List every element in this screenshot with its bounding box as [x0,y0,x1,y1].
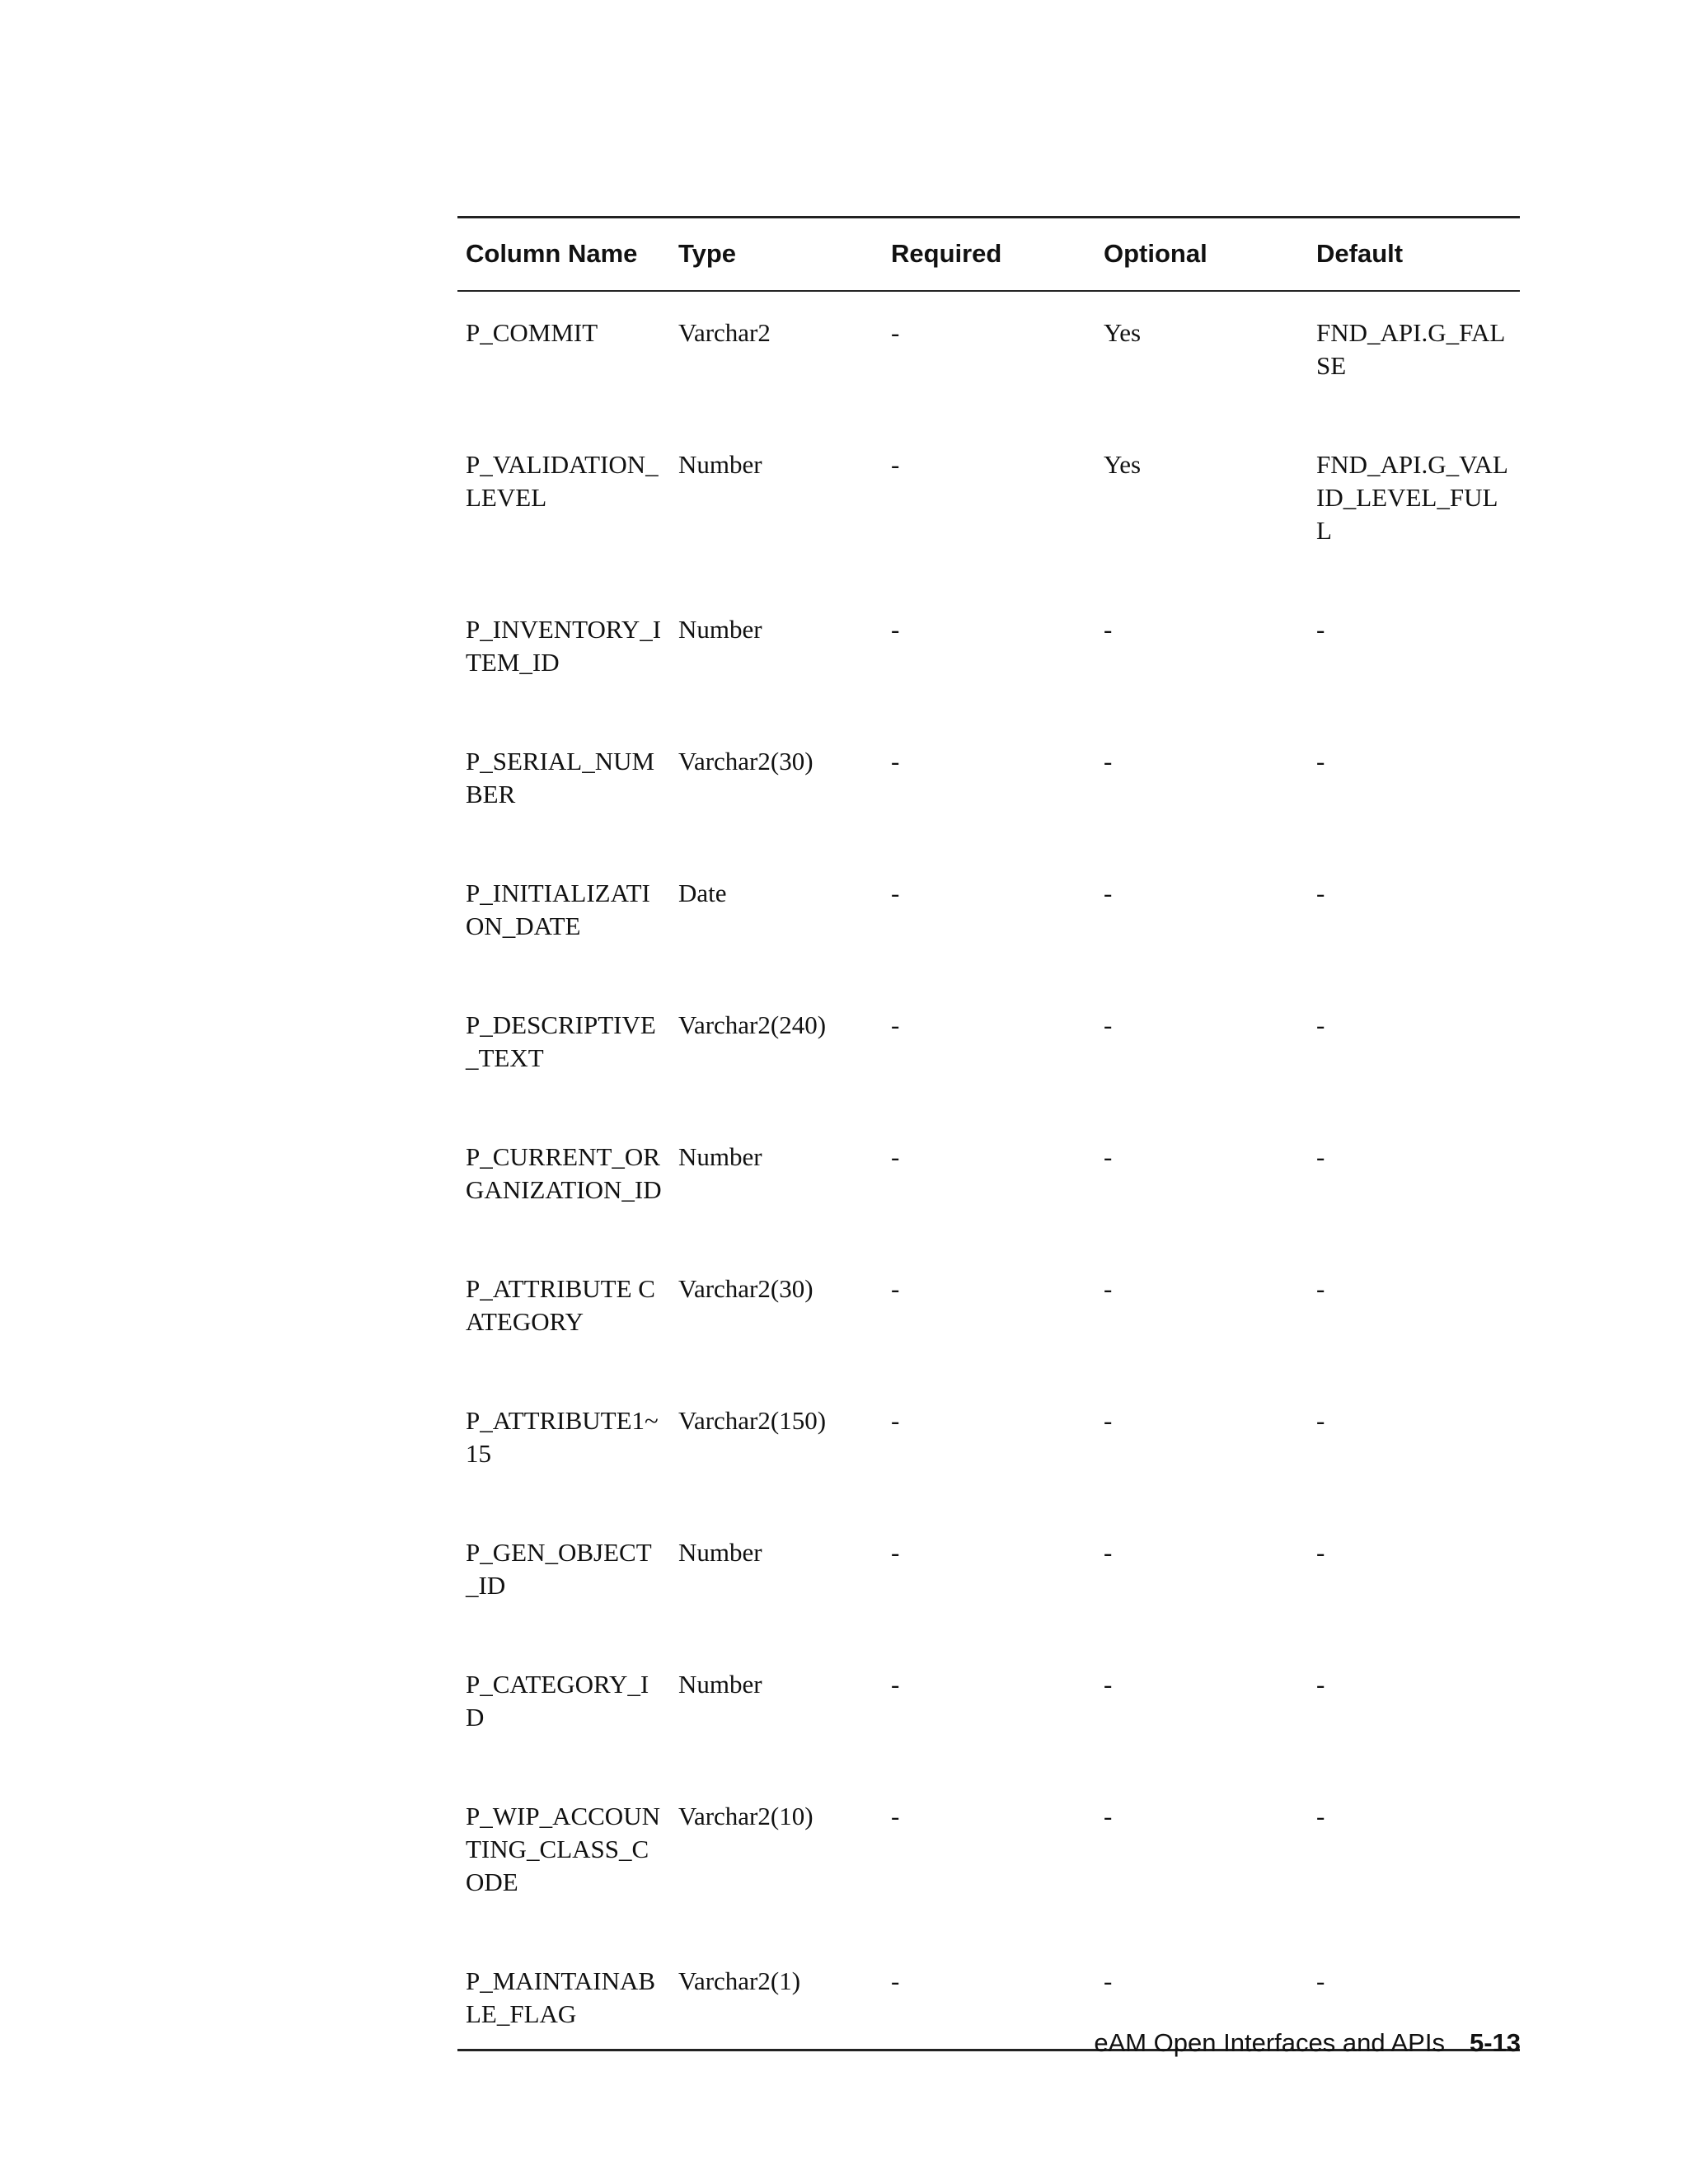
cell-default: - [1316,1537,1325,1567]
cell-required: - [891,614,900,644]
cell-column-name: P_MAINTAINABLE_FLAG [466,1966,656,2028]
table-row [457,722,1520,854]
cell-default: - [1316,614,1325,644]
cell-optional: - [1104,1801,1113,1830]
parameter-table-container [457,216,1520,2051]
header-type: Type [678,239,737,269]
cell-column-name: P_CATEGORY_ID [466,1669,649,1732]
cell-column-name: P_VALIDATION_LEVEL [466,449,659,512]
cell-default: - [1316,1273,1325,1303]
cell-required: - [891,1010,900,1039]
cell-default: - [1316,1010,1325,1039]
cell-column-name: P_DESCRIPTIVE_TEXT [466,1010,656,1072]
cell-type: Number [678,449,762,479]
cell-column-name: P_INITIALIZATION_DATE [466,878,650,940]
cell-column-name: P_ATTRIBUTE1~15 [466,1405,659,1468]
cell-optional: - [1104,1273,1113,1303]
header-required: Required [891,239,1002,269]
table-row [457,854,1520,986]
cell-required: - [891,1669,900,1699]
cell-type: Varchar2(1) [678,1966,801,1995]
cell-default: - [1316,1966,1325,1995]
header-default: Default [1316,239,1404,269]
cell-optional: Yes [1104,449,1142,479]
table-body [457,291,1520,2050]
cell-default: - [1316,1141,1325,1171]
cell-type: Date [678,878,727,907]
cell-optional: - [1104,746,1113,776]
cell-required: - [891,878,900,907]
header-optional: Optional [1104,239,1207,269]
page-footer [1094,2028,1521,2058]
table-row [457,1777,1520,1942]
table-row [457,1118,1520,1249]
cell-type: Varchar2 [678,317,771,347]
cell-default: - [1316,1669,1325,1699]
cell-required: - [891,1273,900,1303]
cell-required: - [891,1141,900,1171]
cell-optional: - [1104,1010,1113,1039]
cell-type: Number [678,1537,762,1567]
cell-type: Number [678,1669,762,1699]
cell-optional: - [1104,1537,1113,1567]
cell-required: - [891,1966,900,1995]
cell-default: - [1316,878,1325,907]
cell-type: Varchar2(30) [678,746,814,776]
cell-column-name: P_ATTRIBUTE CATEGORY [466,1273,655,1336]
cell-optional: - [1104,1141,1113,1171]
cell-column-name: P_SERIAL_NUMBER [466,746,655,808]
table-row [457,425,1520,590]
cell-column-name: P_GEN_OBJECT_ID [466,1537,652,1600]
header-column-name: Column Name [466,239,638,269]
cell-optional: Yes [1104,317,1142,347]
table-row [457,291,1520,425]
table-row [457,590,1520,722]
cell-optional: - [1104,878,1113,907]
cell-default: - [1316,1405,1325,1435]
footer-title: eAM Open Interfaces and APIs [1094,2028,1445,2057]
cell-type: Number [678,1141,762,1171]
cell-type: Varchar2(240) [678,1010,827,1039]
cell-type: Number [678,614,762,644]
table-row [457,1513,1520,1645]
cell-type: Varchar2(30) [678,1273,814,1303]
table-row [457,1381,1520,1513]
cell-optional: - [1104,1405,1113,1435]
table-row [457,986,1520,1118]
cell-default: - [1316,1801,1325,1830]
cell-type: Varchar2(10) [678,1801,814,1830]
page-number: 5-13 [1469,2028,1521,2057]
cell-column-name: P_COMMIT [466,317,598,347]
cell-required: - [891,449,900,479]
cell-default: FND_API.G_FALSE [1316,317,1506,380]
cell-required: - [891,1801,900,1830]
table-row [457,1249,1520,1381]
cell-default: - [1316,746,1325,776]
cell-optional: - [1104,1669,1113,1699]
cell-required: - [891,1537,900,1567]
table-row [457,1645,1520,1777]
cell-required: - [891,1405,900,1435]
cell-column-name: P_CURRENT_ORGANIZATION_ID [466,1141,662,1204]
parameter-table [457,216,1520,2051]
cell-required: - [891,746,900,776]
cell-optional: - [1104,614,1113,644]
cell-optional: - [1104,1966,1113,1995]
cell-column-name: P_WIP_ACCOUNTING_CLASS_CODE [466,1801,660,1896]
cell-column-name: P_INVENTORY_ITEM_ID [466,614,662,677]
table-header-row [457,218,1520,291]
table-header [457,218,1520,291]
cell-type: Varchar2(150) [678,1405,827,1435]
cell-default: FND_API.G_VALID_LEVEL_FULL [1316,449,1508,545]
cell-required: - [891,317,900,347]
